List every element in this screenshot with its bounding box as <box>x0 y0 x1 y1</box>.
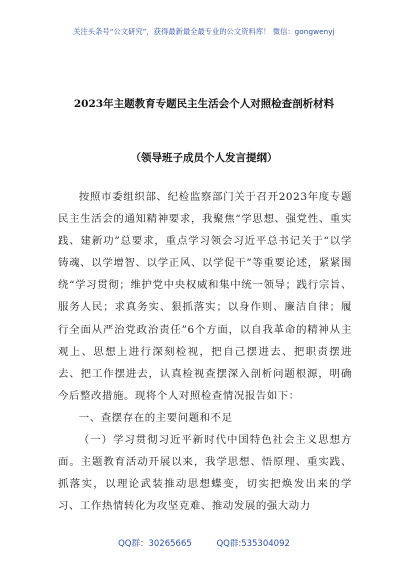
footer-qq-group-2: QQ群:535304092 <box>216 539 290 549</box>
header-promo-text: 关注头条号“公文研究”，获得最新最全最专业的公文资料库！ 微信：gongwenyj <box>73 27 335 36</box>
document-subtitle: （领导班子成员个人发言提纲） <box>130 152 278 164</box>
body-paragraph-section-1: （一）学习贯彻习近平新时代中国特色社会主义思想方面。主题教育活动开展以来，我学思想、悟原理、重实践、抓落实，以理论武装推动思想蝶变，切实把焕发出来的学习、工作热情转化为攻坚克难、推动发展的强大动力 <box>58 434 352 513</box>
footer-qq-group-1: QQ群：30265665 <box>118 539 192 549</box>
document-title: 2023年主题教育专题民主生活会个人对照检查剖析材料 <box>73 98 335 110</box>
footer <box>0 537 408 549</box>
body-paragraph-intro: 按照市委组织部、纪检监察部门关于召开2023年度专题民主生活会的通知精神要求，我聚焦“学思想、强党性、重实践、建新功”总要求，重点学习领会习近平总书记关于“以学铸魂、以学增智、以学正风、以学促干”等重要论述，紧紧围绕“学习贯彻；维护党中央权威和集中统一领导；践行宗旨、服务人民；求真务实、狠抓落实；以身作则、廉洁自律；履行全面从严治党政治责任”6个方面，以自我革命的精神从主观上、思想上进行深刻检视，把自己摆进去、把职责摆进去、把工作摆进去，认真检视查摆深入剖析问题根源，明确今后整改措施。现将个人对照检查情况报告如下： <box>58 191 352 402</box>
section-heading: 一、查摆存在的主要问题和不足 <box>78 411 233 424</box>
document-body <box>58 186 352 517</box>
